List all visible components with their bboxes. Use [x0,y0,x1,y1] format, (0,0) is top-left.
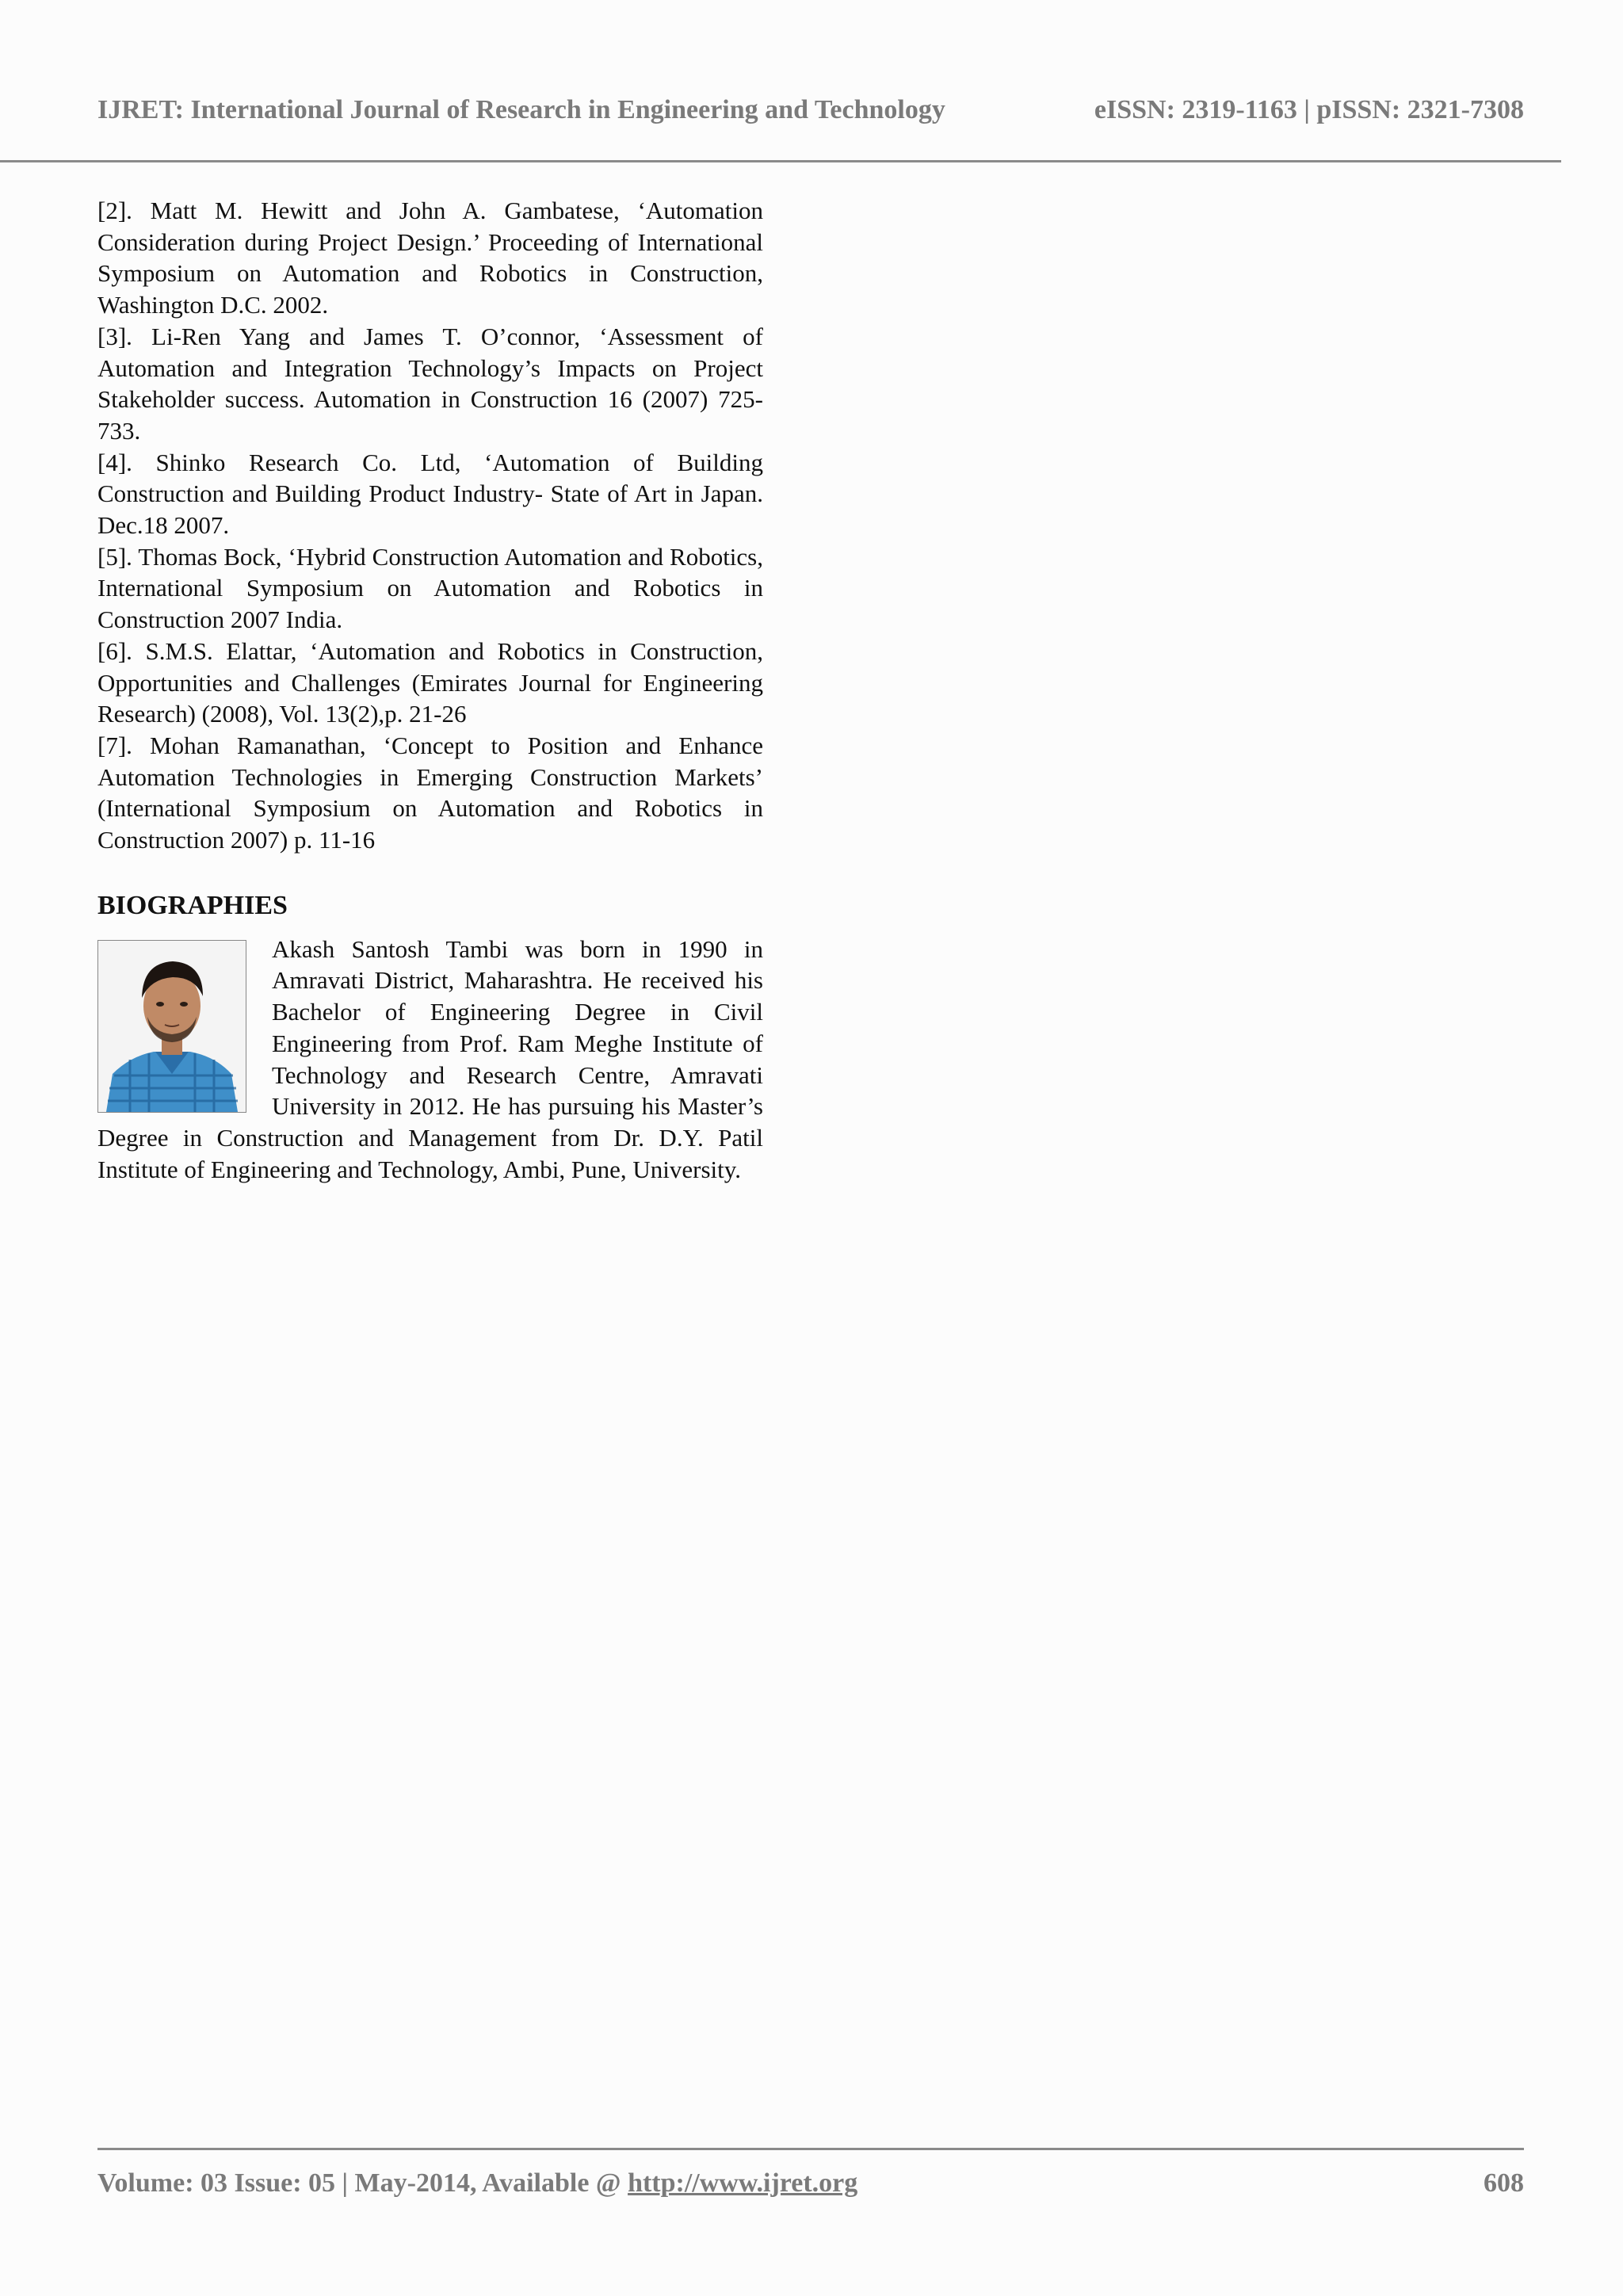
biography-text: Akash Santosh Tambi was born in 1990 in Amravati District, Maharashtra. He received his Bachelor of Engineering Degree in Civil Engineering from Prof. Ram Meghe Institute of Technology and Research Centre, Amravati University in 2012. He has pursuing his Master’s Degree in Construction and Management from Dr. D.Y. Patil Institute of Engineering and Technology, Ambi, Pune, University. [97,934,763,1183]
header-divider [0,160,1561,162]
footer-volume-text: Volume: 03 Issue: 05 | May-2014, Available @ [97,2168,628,2198]
reference-item: [3]. Li-Ren Yang and James T. O’connor, ‘Assessment of Automation and Integration Technology’s Impacts on Project Stakeholder success. Automation in Construction 16 (2007) 725-733. [97,322,763,445]
left-column [97,195,763,1185]
journal-link[interactable]: http://www.ijret.org [628,2168,858,2198]
author-portrait-image [98,941,246,1112]
biographies-heading: BIOGRAPHIES [97,890,288,920]
reference-item: [2]. Matt M. Hewitt and John A. Gambatese, ‘Automation Consideration during Project Design.’ Proceeding of International Symposium on Automation and Robotics in Construction, Washington D.C. 2002. [97,197,763,319]
page-header [97,95,1524,125]
footer-volume [97,2168,857,2199]
footer-divider [97,2148,1524,2150]
page-number: 608 [1484,2168,1524,2198]
reference-item: [4]. Shinko Research Co. Ltd, ‘Automation of Building Construction and Building Product Industry- State of Art in Japan. Dec.18 2007. [97,448,763,540]
reference-item: [5]. Thomas Bock, ‘Hybrid Construction Automation and Robotics, International Symposium on Automation and Robotics in Construction 2007 India. [97,542,763,634]
reference-item: [7]. Mohan Ramanathan, ‘Concept to Position and Enhance Automation Technologies in Emerging Construction Markets’ (International Symposium on Automation and Robotics in Construction 2007) p. 11-16 [97,731,763,854]
author-photo [97,940,246,1113]
reference-item: [6]. S.M.S. Elattar, ‘Automation and Robotics in Construction, Opportunities and Challenges (Emirates Journal for Engineering Research) (2008), Vol. 13(2),p. 21-26 [97,636,763,728]
page-footer [97,2168,1524,2199]
issn-info: eISSN: 2319-1163 | pISSN: 2321-7308 [1094,95,1524,124]
journal-title: IJRET: International Journal of Research in Engineering and Technology [97,95,945,124]
